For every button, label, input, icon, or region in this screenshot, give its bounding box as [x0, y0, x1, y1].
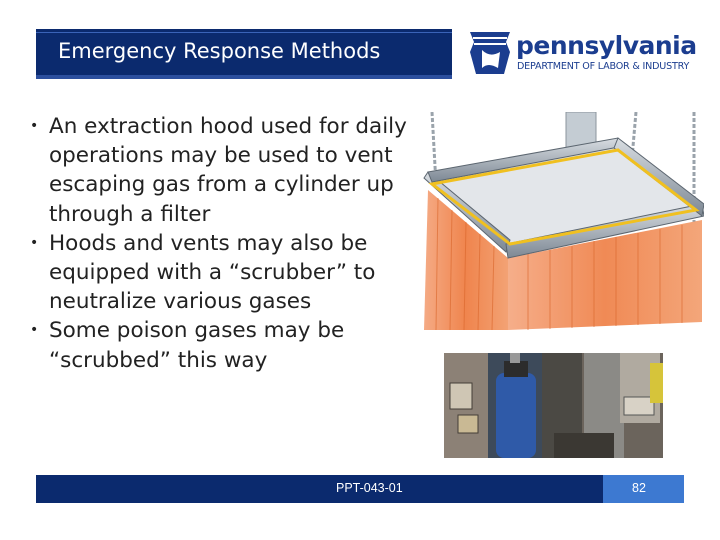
- logo-name: pennsylvania: [516, 31, 697, 60]
- bullet-text: Hoods and vents may also be equipped with a “scrubber” to neutralize various gases: [49, 230, 376, 315]
- bullet-dot-icon: •: [30, 322, 39, 339]
- bullet-text: Some poison gases may be “scrubbed” this way: [49, 318, 345, 373]
- logo-subtitle: DEPARTMENT OF LABOR & INDUSTRY: [517, 61, 690, 72]
- bullet-item: [28, 229, 408, 317]
- page-number: 82: [632, 481, 646, 495]
- gas-cylinder-photo: [444, 353, 663, 458]
- bullet-list: [28, 112, 408, 375]
- title-underline: [36, 75, 452, 79]
- title-bar-accent-line: [36, 32, 452, 33]
- footer-code: PPT-043-01: [336, 481, 403, 495]
- bullet-text: An extraction hood used for daily operations may be used to vent escaping gas from a cylinder up through a filter: [49, 114, 407, 227]
- extraction-hood-image: [418, 112, 704, 330]
- bullet-dot-icon: •: [30, 234, 39, 251]
- footer-page-box: [603, 475, 684, 503]
- keystone-logo-icon: [468, 30, 512, 76]
- bullet-item: [28, 316, 408, 374]
- title-bar: [36, 29, 452, 75]
- bullet-dot-icon: •: [30, 118, 39, 134]
- pennsylvania-logo: [468, 28, 697, 80]
- bullet-item: [28, 112, 408, 229]
- slide-title: Emergency Response Methods: [58, 39, 381, 63]
- footer-bar: [36, 475, 684, 503]
- photo-illustration: [444, 353, 663, 458]
